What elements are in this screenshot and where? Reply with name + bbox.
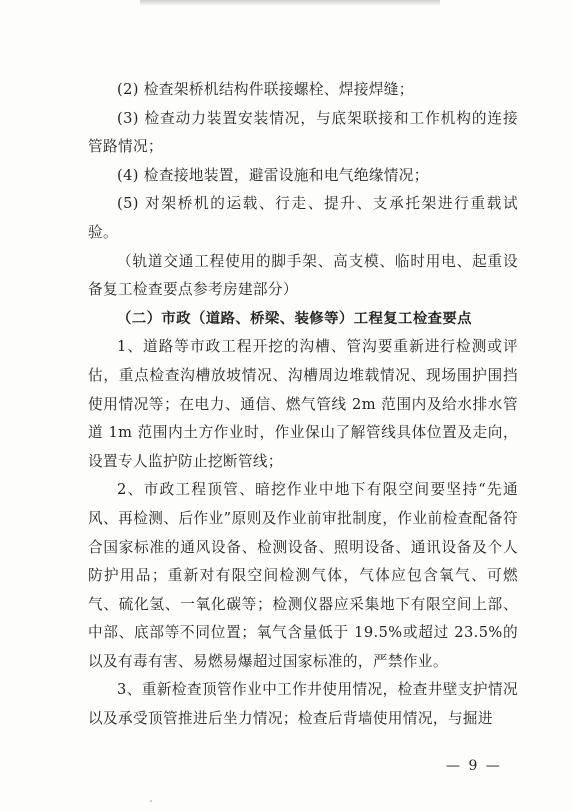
paragraph-item-4: (4) 检查接地装置，避雷设施和电气绝缘情况； <box>117 166 429 184</box>
reference-note: （轨道交通工程使用的脚手架、高支模、临时用电、起重设备复工检查要点参考房建部分） <box>88 252 518 299</box>
section-heading: （二）市政（道路、桥梁、装修等）工程复工检查要点 <box>117 309 472 327</box>
paragraph-point-3: 3、重新检查顶管作业中工作井使用情况，检查井壁支护情况以及承受顶管推进后坐力情况；检查后背墙使用情况，与掘进 <box>88 681 518 728</box>
scan-edge-shadow <box>140 0 440 6</box>
paragraph-point-2: 2、市政工程顶管、暗挖作业中地下有限空间要坚持“先通风、再检测、后作业”原则及作业前审批制度，作业前检查配备符合国家标准的通风设备、检测设备、照明设备、通讯设备及个人防护用品；重新对有限空间检测气体，气体应包含氧气、可燃气、硫化氢、一氧化碳等；检测仪器应采集地下有限空间上部、中部、底部等不同位置；氧气含量低于 19.5%或超过 23.5%的以及有毒有害、易燃易爆超过国家标准的，严禁作业。 <box>88 481 518 670</box>
paragraph-item-2: (2) 检查架桥机结构件联接螺栓、焊接焊缝； <box>117 81 414 98</box>
paragraph-item-5: (5) 对架桥机的运载、行走、提升、支承托架进行重载试验。 <box>88 195 518 241</box>
scan-speck <box>150 800 152 802</box>
paragraph-item-3: (3) 检查动力装置安装情况，与底架联接和工作机构的连接管路情况； <box>88 109 518 156</box>
document-body <box>88 76 518 734</box>
page-number: — 9 — <box>446 758 502 774</box>
paragraph-point-1: 1、道路等市政工程开挖的沟槽、管沟要重新进行检测或评估，重点检查沟槽放坡情况、沟槽周边堆载情况、现场围护围挡使用情况等；在电力、通信、燃气管线 2m 范围内及给水排水管道 1m 范围内土方作业时，作业保山了解管线具体位置及走向，设置专人监护防止挖断管线； <box>88 338 518 470</box>
